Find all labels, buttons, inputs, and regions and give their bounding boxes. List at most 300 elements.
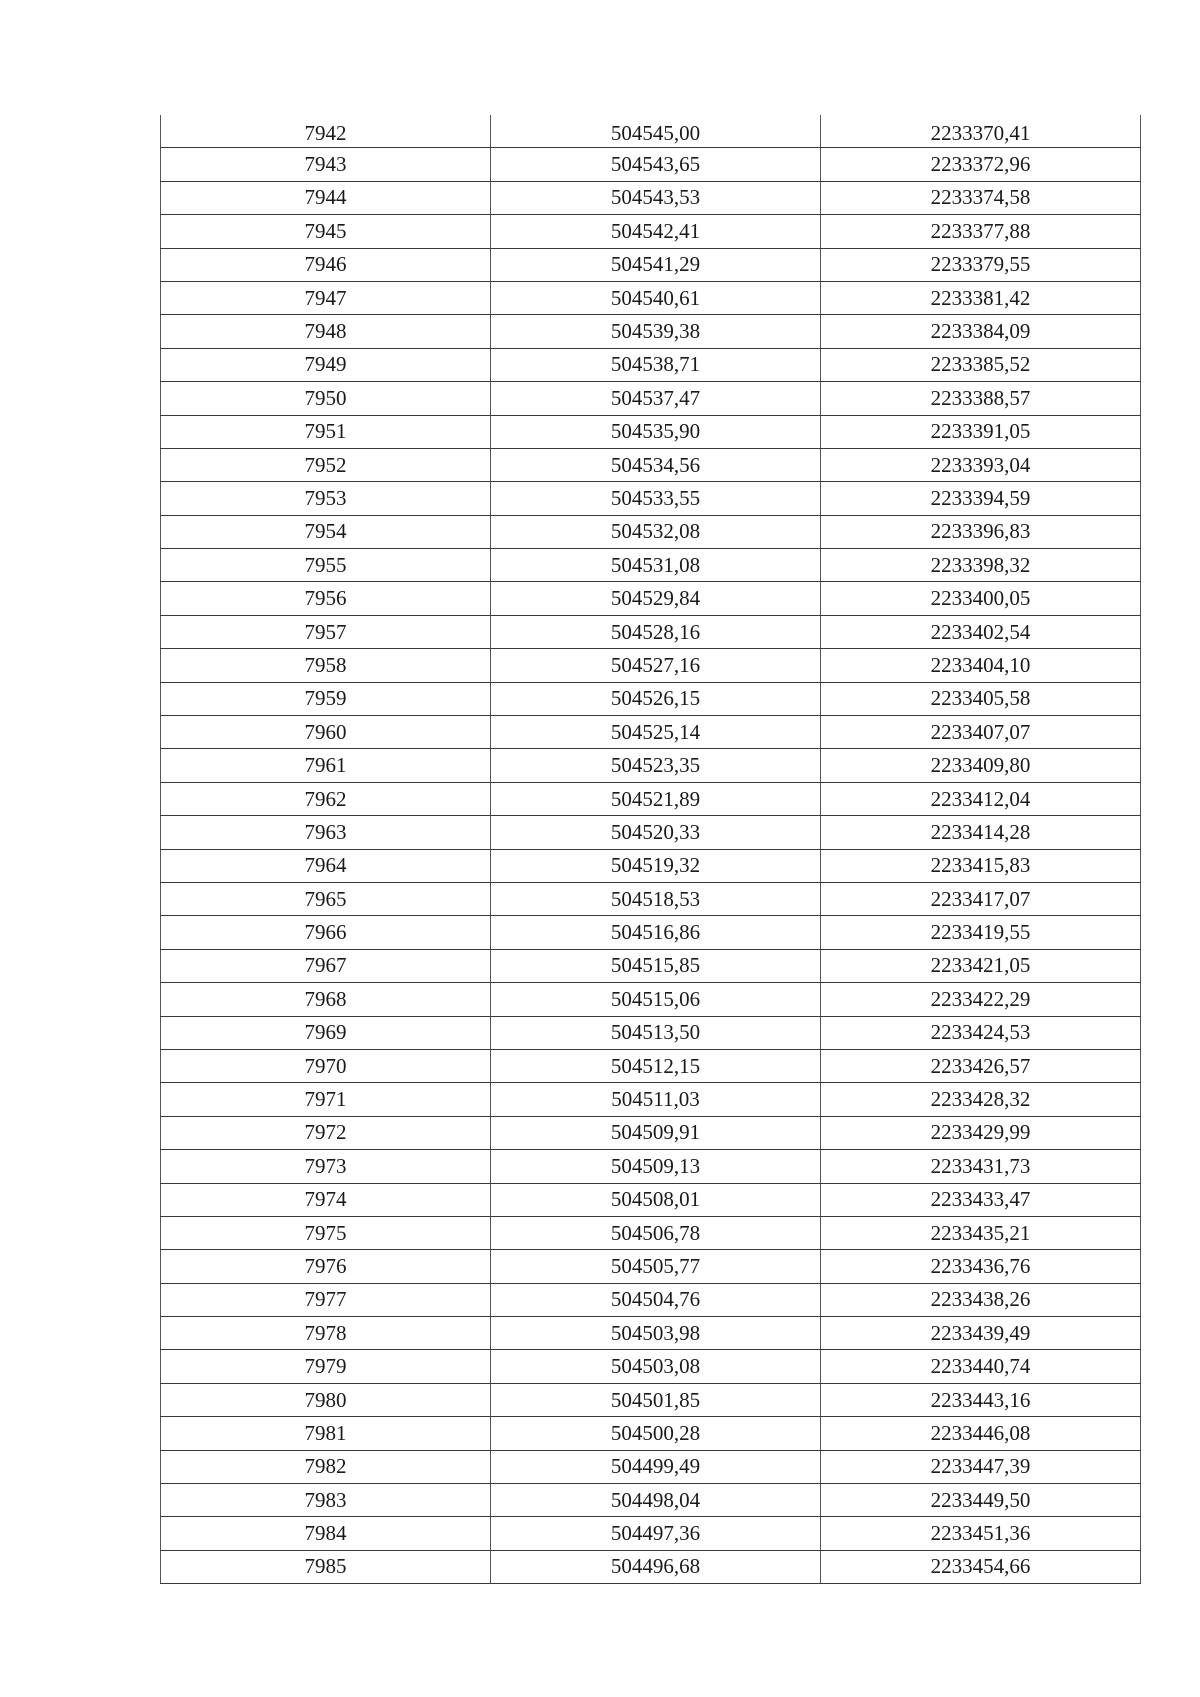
table-row bbox=[161, 1116, 1141, 1149]
table-row bbox=[161, 382, 1141, 415]
y-coordinate-cell bbox=[821, 1484, 1141, 1517]
y-coordinate-cell-text: 2233402,54 bbox=[930, 619, 1031, 644]
point-number-cell bbox=[161, 1317, 491, 1350]
table-row bbox=[161, 682, 1141, 715]
x-coordinate-cell bbox=[491, 682, 821, 715]
y-coordinate-cell bbox=[821, 1083, 1141, 1116]
table-row bbox=[161, 482, 1141, 515]
point-number-cell-text: 7959 bbox=[304, 686, 347, 711]
y-coordinate-cell-text: 2233409,80 bbox=[930, 753, 1031, 778]
x-coordinate-cell bbox=[491, 1484, 821, 1517]
y-coordinate-cell-text: 2233388,57 bbox=[930, 385, 1031, 410]
y-coordinate-cell bbox=[821, 1317, 1141, 1350]
y-coordinate-cell-text: 2233446,08 bbox=[930, 1420, 1031, 1445]
point-number-cell bbox=[161, 549, 491, 582]
table-row bbox=[161, 1183, 1141, 1216]
table-row bbox=[161, 582, 1141, 615]
y-coordinate-cell bbox=[821, 682, 1141, 715]
x-coordinate-cell bbox=[491, 1317, 821, 1350]
x-coordinate-cell bbox=[491, 382, 821, 415]
point-number-cell bbox=[161, 1484, 491, 1517]
point-number-cell bbox=[161, 615, 491, 648]
point-number-cell-text: 7947 bbox=[304, 285, 347, 310]
y-coordinate-cell-text: 2233447,39 bbox=[930, 1454, 1031, 1479]
y-coordinate-cell bbox=[821, 716, 1141, 749]
x-coordinate-cell-text: 504539,38 bbox=[610, 319, 701, 344]
point-number-cell-text: 7983 bbox=[304, 1487, 347, 1512]
x-coordinate-cell-text: 504525,14 bbox=[610, 719, 701, 744]
y-coordinate-cell-text: 2233385,52 bbox=[930, 352, 1031, 377]
x-coordinate-cell bbox=[491, 315, 821, 348]
x-coordinate-cell bbox=[491, 1150, 821, 1183]
y-coordinate-cell-text: 2233381,42 bbox=[930, 285, 1031, 310]
x-coordinate-cell bbox=[491, 1116, 821, 1149]
point-number-cell bbox=[161, 1450, 491, 1483]
table-row bbox=[161, 916, 1141, 949]
table-row bbox=[161, 415, 1141, 448]
x-coordinate-cell-text: 504529,84 bbox=[610, 586, 701, 611]
table-row bbox=[161, 1250, 1141, 1283]
y-coordinate-cell bbox=[821, 248, 1141, 281]
point-number-cell bbox=[161, 215, 491, 248]
y-coordinate-cell bbox=[821, 1550, 1141, 1583]
x-coordinate-cell bbox=[491, 983, 821, 1016]
y-coordinate-cell-text: 2233443,16 bbox=[930, 1387, 1031, 1412]
y-coordinate-cell bbox=[821, 849, 1141, 882]
point-number-cell-text: 7977 bbox=[304, 1287, 347, 1312]
y-coordinate-cell bbox=[821, 882, 1141, 915]
point-number-cell bbox=[161, 849, 491, 882]
table-row bbox=[161, 1383, 1141, 1416]
point-number-cell-text: 7958 bbox=[304, 652, 347, 677]
point-number-cell-text: 7945 bbox=[304, 218, 347, 243]
y-coordinate-cell-text: 2233417,07 bbox=[930, 886, 1031, 911]
y-coordinate-cell bbox=[821, 181, 1141, 214]
x-coordinate-cell-text: 504521,89 bbox=[610, 786, 701, 811]
table-row bbox=[161, 983, 1141, 1016]
y-coordinate-cell-text: 2233414,28 bbox=[930, 819, 1031, 844]
x-coordinate-cell-text: 504512,15 bbox=[610, 1053, 701, 1078]
y-coordinate-cell-text: 2233431,73 bbox=[930, 1153, 1031, 1178]
x-coordinate-cell-text: 504534,56 bbox=[610, 452, 701, 477]
x-coordinate-cell-text: 504499,49 bbox=[610, 1454, 701, 1479]
x-coordinate-cell bbox=[491, 615, 821, 648]
y-coordinate-cell bbox=[821, 916, 1141, 949]
x-coordinate-cell-text: 504498,04 bbox=[610, 1487, 701, 1512]
x-coordinate-cell bbox=[491, 448, 821, 481]
point-number-cell bbox=[161, 315, 491, 348]
y-coordinate-cell bbox=[821, 782, 1141, 815]
y-coordinate-cell-text: 2233451,36 bbox=[930, 1521, 1031, 1546]
point-number-cell bbox=[161, 816, 491, 849]
point-number-cell-text: 7970 bbox=[304, 1053, 347, 1078]
coordinates-table bbox=[160, 115, 1141, 1584]
point-number-cell bbox=[161, 515, 491, 548]
x-coordinate-cell-text: 504511,03 bbox=[611, 1087, 700, 1112]
x-coordinate-cell bbox=[491, 482, 821, 515]
point-number-cell-text: 7943 bbox=[304, 152, 347, 177]
point-number-cell bbox=[161, 415, 491, 448]
y-coordinate-cell bbox=[821, 816, 1141, 849]
x-coordinate-cell-text: 504537,47 bbox=[610, 385, 701, 410]
point-number-cell bbox=[161, 582, 491, 615]
x-coordinate-cell bbox=[491, 749, 821, 782]
x-coordinate-cell bbox=[491, 1383, 821, 1416]
table-row bbox=[161, 949, 1141, 982]
y-coordinate-cell bbox=[821, 315, 1141, 348]
x-coordinate-cell bbox=[491, 1216, 821, 1249]
table-row bbox=[161, 248, 1141, 281]
table-row bbox=[161, 348, 1141, 381]
point-number-cell bbox=[161, 148, 491, 181]
x-coordinate-cell-text: 504527,16 bbox=[610, 652, 701, 677]
x-coordinate-cell-text: 504496,68 bbox=[610, 1554, 701, 1579]
point-number-cell-text: 7955 bbox=[304, 552, 347, 577]
x-coordinate-cell-text: 504505,77 bbox=[610, 1253, 701, 1278]
y-coordinate-cell bbox=[821, 615, 1141, 648]
point-number-cell-text: 7984 bbox=[304, 1521, 347, 1546]
x-coordinate-cell bbox=[491, 782, 821, 815]
point-number-cell-text: 7950 bbox=[304, 385, 347, 410]
y-coordinate-cell-text: 2233391,05 bbox=[930, 419, 1031, 444]
point-number-cell-text: 7954 bbox=[304, 519, 347, 544]
x-coordinate-cell bbox=[491, 916, 821, 949]
x-coordinate-cell bbox=[491, 1350, 821, 1383]
point-number-cell-text: 7969 bbox=[304, 1020, 347, 1045]
point-number-cell-text: 7951 bbox=[304, 419, 347, 444]
point-number-cell-text: 7963 bbox=[304, 819, 347, 844]
y-coordinate-cell-text: 2233384,09 bbox=[930, 319, 1031, 344]
point-number-cell-text: 7981 bbox=[304, 1420, 347, 1445]
table-row bbox=[161, 1350, 1141, 1383]
x-coordinate-cell bbox=[491, 1049, 821, 1082]
y-coordinate-cell bbox=[821, 1049, 1141, 1082]
point-number-cell bbox=[161, 448, 491, 481]
x-coordinate-cell bbox=[491, 248, 821, 281]
y-coordinate-cell-text: 2233407,07 bbox=[930, 719, 1031, 744]
table-row bbox=[161, 1450, 1141, 1483]
point-number-cell-text: 7978 bbox=[304, 1320, 347, 1345]
x-coordinate-cell-text: 504506,78 bbox=[610, 1220, 701, 1245]
y-coordinate-cell bbox=[821, 983, 1141, 1016]
point-number-cell-text: 7953 bbox=[304, 485, 347, 510]
x-coordinate-cell bbox=[491, 649, 821, 682]
point-number-cell bbox=[161, 281, 491, 314]
point-number-cell bbox=[161, 1116, 491, 1149]
x-coordinate-cell bbox=[491, 215, 821, 248]
x-coordinate-cell-text: 504501,85 bbox=[610, 1387, 701, 1412]
x-coordinate-cell-text: 504503,98 bbox=[610, 1320, 701, 1345]
x-coordinate-cell bbox=[491, 1016, 821, 1049]
y-coordinate-cell-text: 2233393,04 bbox=[930, 452, 1031, 477]
point-number-cell-text: 7967 bbox=[304, 953, 347, 978]
x-coordinate-cell bbox=[491, 549, 821, 582]
x-coordinate-cell-text: 504504,76 bbox=[610, 1287, 701, 1312]
point-number-cell bbox=[161, 1016, 491, 1049]
point-number-cell bbox=[161, 1383, 491, 1416]
table-row bbox=[161, 615, 1141, 648]
y-coordinate-cell bbox=[821, 1216, 1141, 1249]
x-coordinate-cell bbox=[491, 1550, 821, 1583]
point-number-cell-text: 7964 bbox=[304, 853, 347, 878]
x-coordinate-cell bbox=[491, 1250, 821, 1283]
y-coordinate-cell-text: 2233429,99 bbox=[930, 1120, 1031, 1145]
y-coordinate-cell-text: 2233449,50 bbox=[930, 1487, 1031, 1512]
x-coordinate-cell bbox=[491, 716, 821, 749]
point-number-cell bbox=[161, 649, 491, 682]
table-row bbox=[161, 849, 1141, 882]
point-number-cell-text: 7948 bbox=[304, 319, 347, 344]
point-number-cell-text: 7965 bbox=[304, 886, 347, 911]
x-coordinate-cell-text: 504523,35 bbox=[610, 753, 701, 778]
table-row bbox=[161, 1016, 1141, 1049]
table-row bbox=[161, 716, 1141, 749]
y-coordinate-cell bbox=[821, 415, 1141, 448]
y-coordinate-cell bbox=[821, 515, 1141, 548]
point-number-cell-text: 7944 bbox=[304, 185, 347, 210]
y-coordinate-cell-text: 2233439,49 bbox=[930, 1320, 1031, 1345]
x-coordinate-cell-text: 504533,55 bbox=[610, 485, 701, 510]
point-number-cell bbox=[161, 1350, 491, 1383]
table-row bbox=[161, 1083, 1141, 1116]
x-coordinate-cell-text: 504513,50 bbox=[610, 1020, 701, 1045]
x-coordinate-cell-text: 504535,90 bbox=[610, 419, 701, 444]
x-coordinate-cell bbox=[491, 415, 821, 448]
table-row bbox=[161, 115, 1141, 148]
table-row bbox=[161, 749, 1141, 782]
y-coordinate-cell bbox=[821, 348, 1141, 381]
point-number-cell-text: 7960 bbox=[304, 719, 347, 744]
point-number-cell-text: 7979 bbox=[304, 1354, 347, 1379]
x-coordinate-cell-text: 504515,06 bbox=[610, 986, 701, 1011]
table-row bbox=[161, 1283, 1141, 1316]
x-coordinate-cell-text: 504543,65 bbox=[610, 152, 701, 177]
point-number-cell-text: 7962 bbox=[304, 786, 347, 811]
x-coordinate-cell-text: 504509,91 bbox=[610, 1120, 701, 1145]
y-coordinate-cell-text: 2233433,47 bbox=[930, 1187, 1031, 1212]
y-coordinate-cell-text: 2233400,05 bbox=[930, 586, 1031, 611]
x-coordinate-cell bbox=[491, 1450, 821, 1483]
point-number-cell-text: 7942 bbox=[304, 120, 347, 145]
x-coordinate-cell-text: 504543,53 bbox=[610, 185, 701, 210]
point-number-cell bbox=[161, 1183, 491, 1216]
y-coordinate-cell bbox=[821, 1383, 1141, 1416]
table-row bbox=[161, 148, 1141, 181]
table-row bbox=[161, 1150, 1141, 1183]
point-number-cell-text: 7980 bbox=[304, 1387, 347, 1412]
x-coordinate-cell-text: 504545,00 bbox=[610, 120, 701, 145]
x-coordinate-cell-text: 504540,61 bbox=[610, 285, 701, 310]
y-coordinate-cell-text: 2233396,83 bbox=[930, 519, 1031, 544]
table-row bbox=[161, 649, 1141, 682]
x-coordinate-cell bbox=[491, 849, 821, 882]
point-number-cell bbox=[161, 1083, 491, 1116]
y-coordinate-cell bbox=[821, 949, 1141, 982]
y-coordinate-cell bbox=[821, 1116, 1141, 1149]
y-coordinate-cell-text: 2233454,66 bbox=[930, 1554, 1031, 1579]
table-row bbox=[161, 1550, 1141, 1583]
y-coordinate-cell bbox=[821, 1150, 1141, 1183]
x-coordinate-cell-text: 504519,32 bbox=[610, 853, 701, 878]
point-number-cell bbox=[161, 782, 491, 815]
y-coordinate-cell-text: 2233415,83 bbox=[930, 853, 1031, 878]
x-coordinate-cell bbox=[491, 281, 821, 314]
table-row bbox=[161, 549, 1141, 582]
x-coordinate-cell-text: 504503,08 bbox=[610, 1354, 701, 1379]
point-number-cell-text: 7985 bbox=[304, 1554, 347, 1579]
table-row bbox=[161, 315, 1141, 348]
y-coordinate-cell-text: 2233370,41 bbox=[930, 120, 1031, 145]
y-coordinate-cell-text: 2233422,29 bbox=[930, 986, 1031, 1011]
point-number-cell-text: 7971 bbox=[304, 1087, 347, 1112]
table-row bbox=[161, 1317, 1141, 1350]
point-number-cell bbox=[161, 1250, 491, 1283]
y-coordinate-cell-text: 2233379,55 bbox=[930, 252, 1031, 277]
x-coordinate-cell bbox=[491, 882, 821, 915]
point-number-cell bbox=[161, 115, 491, 148]
y-coordinate-cell bbox=[821, 148, 1141, 181]
y-coordinate-cell-text: 2233426,57 bbox=[930, 1053, 1031, 1078]
point-number-cell bbox=[161, 882, 491, 915]
y-coordinate-cell bbox=[821, 749, 1141, 782]
point-number-cell bbox=[161, 482, 491, 515]
y-coordinate-cell bbox=[821, 1450, 1141, 1483]
y-coordinate-cell-text: 2233394,59 bbox=[930, 485, 1031, 510]
point-number-cell bbox=[161, 749, 491, 782]
x-coordinate-cell-text: 504515,85 bbox=[610, 953, 701, 978]
x-coordinate-cell bbox=[491, 348, 821, 381]
y-coordinate-cell bbox=[821, 1016, 1141, 1049]
y-coordinate-cell bbox=[821, 115, 1141, 148]
y-coordinate-cell-text: 2233419,55 bbox=[930, 920, 1031, 945]
y-coordinate-cell-text: 2233424,53 bbox=[930, 1020, 1031, 1045]
point-number-cell bbox=[161, 916, 491, 949]
x-coordinate-cell-text: 504516,86 bbox=[610, 920, 701, 945]
y-coordinate-cell-text: 2233440,74 bbox=[930, 1354, 1031, 1379]
x-coordinate-cell-text: 504532,08 bbox=[610, 519, 701, 544]
y-coordinate-cell-text: 2233412,04 bbox=[930, 786, 1031, 811]
x-coordinate-cell bbox=[491, 515, 821, 548]
table-row bbox=[161, 181, 1141, 214]
x-coordinate-cell-text: 504538,71 bbox=[610, 352, 701, 377]
x-coordinate-cell bbox=[491, 115, 821, 148]
point-number-cell-text: 7946 bbox=[304, 252, 347, 277]
point-number-cell bbox=[161, 1517, 491, 1550]
point-number-cell bbox=[161, 1283, 491, 1316]
x-coordinate-cell-text: 504500,28 bbox=[610, 1420, 701, 1445]
point-number-cell-text: 7973 bbox=[304, 1153, 347, 1178]
point-number-cell bbox=[161, 382, 491, 415]
y-coordinate-cell bbox=[821, 1350, 1141, 1383]
y-coordinate-cell-text: 2233436,76 bbox=[930, 1253, 1031, 1278]
point-number-cell-text: 7961 bbox=[304, 753, 347, 778]
point-number-cell bbox=[161, 1216, 491, 1249]
y-coordinate-cell-text: 2233405,58 bbox=[930, 686, 1031, 711]
x-coordinate-cell bbox=[491, 1183, 821, 1216]
x-coordinate-cell-text: 504497,36 bbox=[610, 1521, 701, 1546]
x-coordinate-cell bbox=[491, 1283, 821, 1316]
y-coordinate-cell-text: 2233404,10 bbox=[930, 652, 1031, 677]
x-coordinate-cell-text: 504508,01 bbox=[610, 1187, 701, 1212]
x-coordinate-cell-text: 504542,41 bbox=[610, 218, 701, 243]
point-number-cell bbox=[161, 248, 491, 281]
point-number-cell bbox=[161, 949, 491, 982]
x-coordinate-cell-text: 504509,13 bbox=[610, 1153, 701, 1178]
x-coordinate-cell bbox=[491, 181, 821, 214]
x-coordinate-cell-text: 504520,33 bbox=[610, 819, 701, 844]
point-number-cell-text: 7956 bbox=[304, 586, 347, 611]
y-coordinate-cell bbox=[821, 215, 1141, 248]
y-coordinate-cell bbox=[821, 448, 1141, 481]
y-coordinate-cell bbox=[821, 382, 1141, 415]
table-row bbox=[161, 281, 1141, 314]
point-number-cell-text: 7976 bbox=[304, 1253, 347, 1278]
x-coordinate-cell bbox=[491, 1083, 821, 1116]
y-coordinate-cell bbox=[821, 1283, 1141, 1316]
table-row bbox=[161, 1049, 1141, 1082]
table-row bbox=[161, 1517, 1141, 1550]
point-number-cell-text: 7975 bbox=[304, 1220, 347, 1245]
point-number-cell-text: 7966 bbox=[304, 920, 347, 945]
x-coordinate-cell bbox=[491, 148, 821, 181]
point-number-cell bbox=[161, 682, 491, 715]
y-coordinate-cell bbox=[821, 1250, 1141, 1283]
y-coordinate-cell-text: 2233438,26 bbox=[930, 1287, 1031, 1312]
y-coordinate-cell bbox=[821, 1517, 1141, 1550]
point-number-cell-text: 7982 bbox=[304, 1454, 347, 1479]
x-coordinate-cell-text: 504531,08 bbox=[610, 552, 701, 577]
table-row bbox=[161, 448, 1141, 481]
x-coordinate-cell bbox=[491, 949, 821, 982]
x-coordinate-cell-text: 504518,53 bbox=[610, 886, 701, 911]
point-number-cell bbox=[161, 181, 491, 214]
x-coordinate-cell-text: 504541,29 bbox=[610, 252, 701, 277]
y-coordinate-cell-text: 2233377,88 bbox=[930, 218, 1031, 243]
y-coordinate-cell-text: 2233374,58 bbox=[930, 185, 1031, 210]
y-coordinate-cell bbox=[821, 1183, 1141, 1216]
table-row bbox=[161, 816, 1141, 849]
y-coordinate-cell-text: 2233435,21 bbox=[930, 1220, 1031, 1245]
x-coordinate-cell-text: 504526,15 bbox=[610, 686, 701, 711]
table-row bbox=[161, 515, 1141, 548]
table-row bbox=[161, 1417, 1141, 1450]
y-coordinate-cell-text: 2233398,32 bbox=[930, 552, 1031, 577]
point-number-cell bbox=[161, 1049, 491, 1082]
x-coordinate-cell bbox=[491, 1517, 821, 1550]
table-body bbox=[161, 115, 1141, 1584]
x-coordinate-cell-text: 504528,16 bbox=[610, 619, 701, 644]
x-coordinate-cell bbox=[491, 1417, 821, 1450]
point-number-cell-text: 7974 bbox=[304, 1187, 347, 1212]
table-row bbox=[161, 1484, 1141, 1517]
point-number-cell bbox=[161, 716, 491, 749]
point-number-cell bbox=[161, 1417, 491, 1450]
table-row bbox=[161, 215, 1141, 248]
y-coordinate-cell bbox=[821, 1417, 1141, 1450]
table-row bbox=[161, 882, 1141, 915]
point-number-cell-text: 7957 bbox=[304, 619, 347, 644]
point-number-cell-text: 7949 bbox=[304, 352, 347, 377]
point-number-cell bbox=[161, 1150, 491, 1183]
table-row bbox=[161, 782, 1141, 815]
point-number-cell-text: 7968 bbox=[304, 986, 347, 1011]
y-coordinate-cell bbox=[821, 649, 1141, 682]
y-coordinate-cell-text: 2233372,96 bbox=[930, 152, 1031, 177]
y-coordinate-cell-text: 2233428,32 bbox=[930, 1087, 1031, 1112]
point-number-cell bbox=[161, 983, 491, 1016]
y-coordinate-cell bbox=[821, 549, 1141, 582]
point-number-cell-text: 7972 bbox=[304, 1120, 347, 1145]
